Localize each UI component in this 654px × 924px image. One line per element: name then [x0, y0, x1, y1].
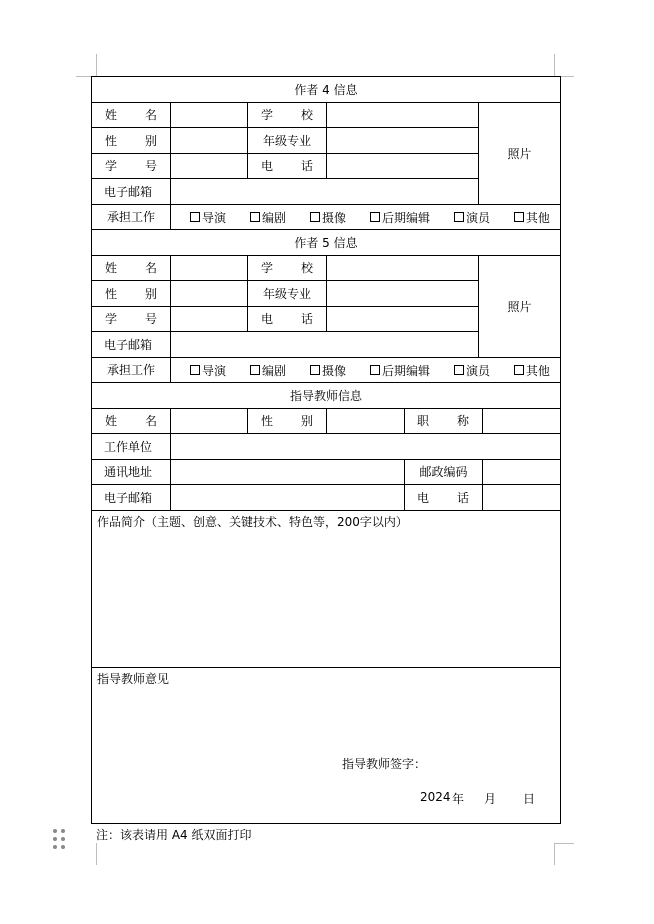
teacher-postcode-field[interactable] [483, 460, 560, 484]
author4-phone-field[interactable] [327, 154, 478, 178]
author5-name-field[interactable] [171, 256, 247, 280]
checkbox-icon [370, 365, 380, 375]
teacher-name-label: 姓 名 [105, 414, 157, 428]
author5-student-id-field[interactable] [171, 307, 247, 331]
author5-email-field[interactable] [171, 332, 478, 357]
checkbox-screenwriter[interactable]: 编剧 [250, 362, 286, 379]
author5-school-label: 学 校 [261, 261, 313, 275]
author5-school-field[interactable] [327, 256, 478, 280]
author5-duty-options [190, 358, 550, 382]
checkbox-icon [190, 212, 200, 222]
teacher-gender-field[interactable] [327, 409, 404, 433]
author4-name-field[interactable] [171, 103, 247, 127]
intro-label: 作品简介（主题、创意、关键技术、特色等，200字以内） [97, 515, 408, 529]
author4-school-field[interactable] [327, 103, 478, 127]
author5-duty-label: 承担工作 [106, 363, 155, 377]
author4-duty-label: 承担工作 [106, 210, 155, 224]
teacher-name-field[interactable] [171, 409, 247, 433]
intro-textarea[interactable] [92, 530, 560, 666]
teacher-phone-field[interactable] [483, 485, 560, 510]
checkbox-icon [454, 212, 464, 222]
checkbox-icon [310, 365, 320, 375]
author4-gender-label: 性 别 [105, 133, 157, 148]
author4-email-field[interactable] [171, 179, 478, 204]
teacher-email-label: 电子邮箱 [104, 490, 153, 505]
author5-phone-label: 电 话 [261, 312, 313, 326]
author4-student-id-field[interactable] [171, 154, 247, 178]
teacher-section-title: 指导教师信息 [289, 388, 362, 403]
checkbox-camera[interactable]: 摄像 [310, 209, 346, 226]
author4-phone-label: 电 话 [261, 159, 313, 173]
author5-grade-field[interactable] [327, 281, 478, 306]
checkbox-camera[interactable]: 摄像 [310, 362, 346, 379]
teacher-workplace-field[interactable] [171, 434, 560, 459]
teacher-title-field[interactable] [483, 409, 560, 433]
checkbox-icon [514, 365, 524, 375]
author5-name-label: 姓 名 [105, 261, 157, 275]
author5-student-id-label: 学 号 [105, 312, 157, 326]
checkbox-actor[interactable]: 演员 [454, 209, 490, 226]
crop-mark [96, 843, 97, 865]
author5-gender-label: 性 别 [105, 286, 157, 301]
checkbox-post-editing[interactable]: 后期编辑 [370, 362, 430, 379]
drag-handle-icon[interactable] [53, 829, 69, 851]
checkbox-icon [454, 365, 464, 375]
opinion-textarea[interactable] [92, 686, 560, 746]
checkbox-icon [190, 365, 200, 375]
teacher-workplace-label: 工作单位 [104, 439, 153, 454]
signature-label: 指导教师签字： [342, 757, 427, 771]
checkbox-icon [250, 365, 260, 375]
checkbox-actor[interactable]: 演员 [454, 362, 490, 379]
teacher-email-field[interactable] [171, 485, 404, 510]
checkbox-icon [514, 212, 524, 222]
date-year: 2024 [420, 790, 451, 804]
author5-gender-field[interactable] [171, 281, 247, 306]
print-note: 注：该表请用 A4 纸双面打印 [96, 828, 252, 842]
author4-duty-options [190, 205, 550, 229]
teacher-postcode-label: 邮政编码 [419, 465, 468, 479]
checkbox-screenwriter[interactable]: 编剧 [250, 209, 286, 226]
crop-mark [554, 54, 555, 76]
checkbox-icon [310, 212, 320, 222]
author4-grade-label: 年级专业 [262, 133, 311, 148]
date-day-unit: 日 [523, 792, 536, 806]
author4-email-label: 电子邮箱 [104, 184, 153, 199]
author4-section-title: 作者 4 信息 [294, 82, 358, 97]
teacher-phone-label: 电 话 [417, 490, 469, 505]
opinion-label: 指导教师意见 [97, 672, 170, 686]
checkbox-director[interactable]: 导演 [190, 209, 226, 226]
crop-mark [554, 843, 574, 844]
checkbox-icon [250, 212, 260, 222]
checkbox-other[interactable]: 其他 [514, 362, 550, 379]
author4-gender-field[interactable] [171, 128, 247, 153]
teacher-title-label: 职 称 [417, 414, 469, 428]
author5-section-title: 作者 5 信息 [294, 235, 358, 250]
teacher-address-label: 通讯地址 [104, 465, 153, 479]
author5-photo-box[interactable]: 照片 [507, 299, 532, 314]
author4-student-id-label: 学 号 [105, 159, 157, 173]
checkbox-post-editing[interactable]: 后期编辑 [370, 209, 430, 226]
author5-grade-label: 年级专业 [262, 286, 311, 301]
crop-mark [96, 54, 97, 76]
date-month-unit: 月 [484, 792, 497, 806]
author4-photo-box[interactable]: 照片 [507, 146, 532, 161]
crop-mark [554, 843, 555, 865]
date-year-unit: 年 [452, 792, 465, 806]
teacher-gender-label: 性 别 [261, 414, 313, 428]
teacher-address-field[interactable] [171, 460, 404, 484]
author5-phone-field[interactable] [327, 307, 478, 331]
checkbox-director[interactable]: 导演 [190, 362, 226, 379]
author4-name-label: 姓 名 [105, 108, 157, 122]
author4-school-label: 学 校 [261, 108, 313, 122]
checkbox-other[interactable]: 其他 [514, 209, 550, 226]
author4-grade-field[interactable] [327, 128, 478, 153]
author5-email-label: 电子邮箱 [104, 337, 153, 352]
checkbox-icon [370, 212, 380, 222]
